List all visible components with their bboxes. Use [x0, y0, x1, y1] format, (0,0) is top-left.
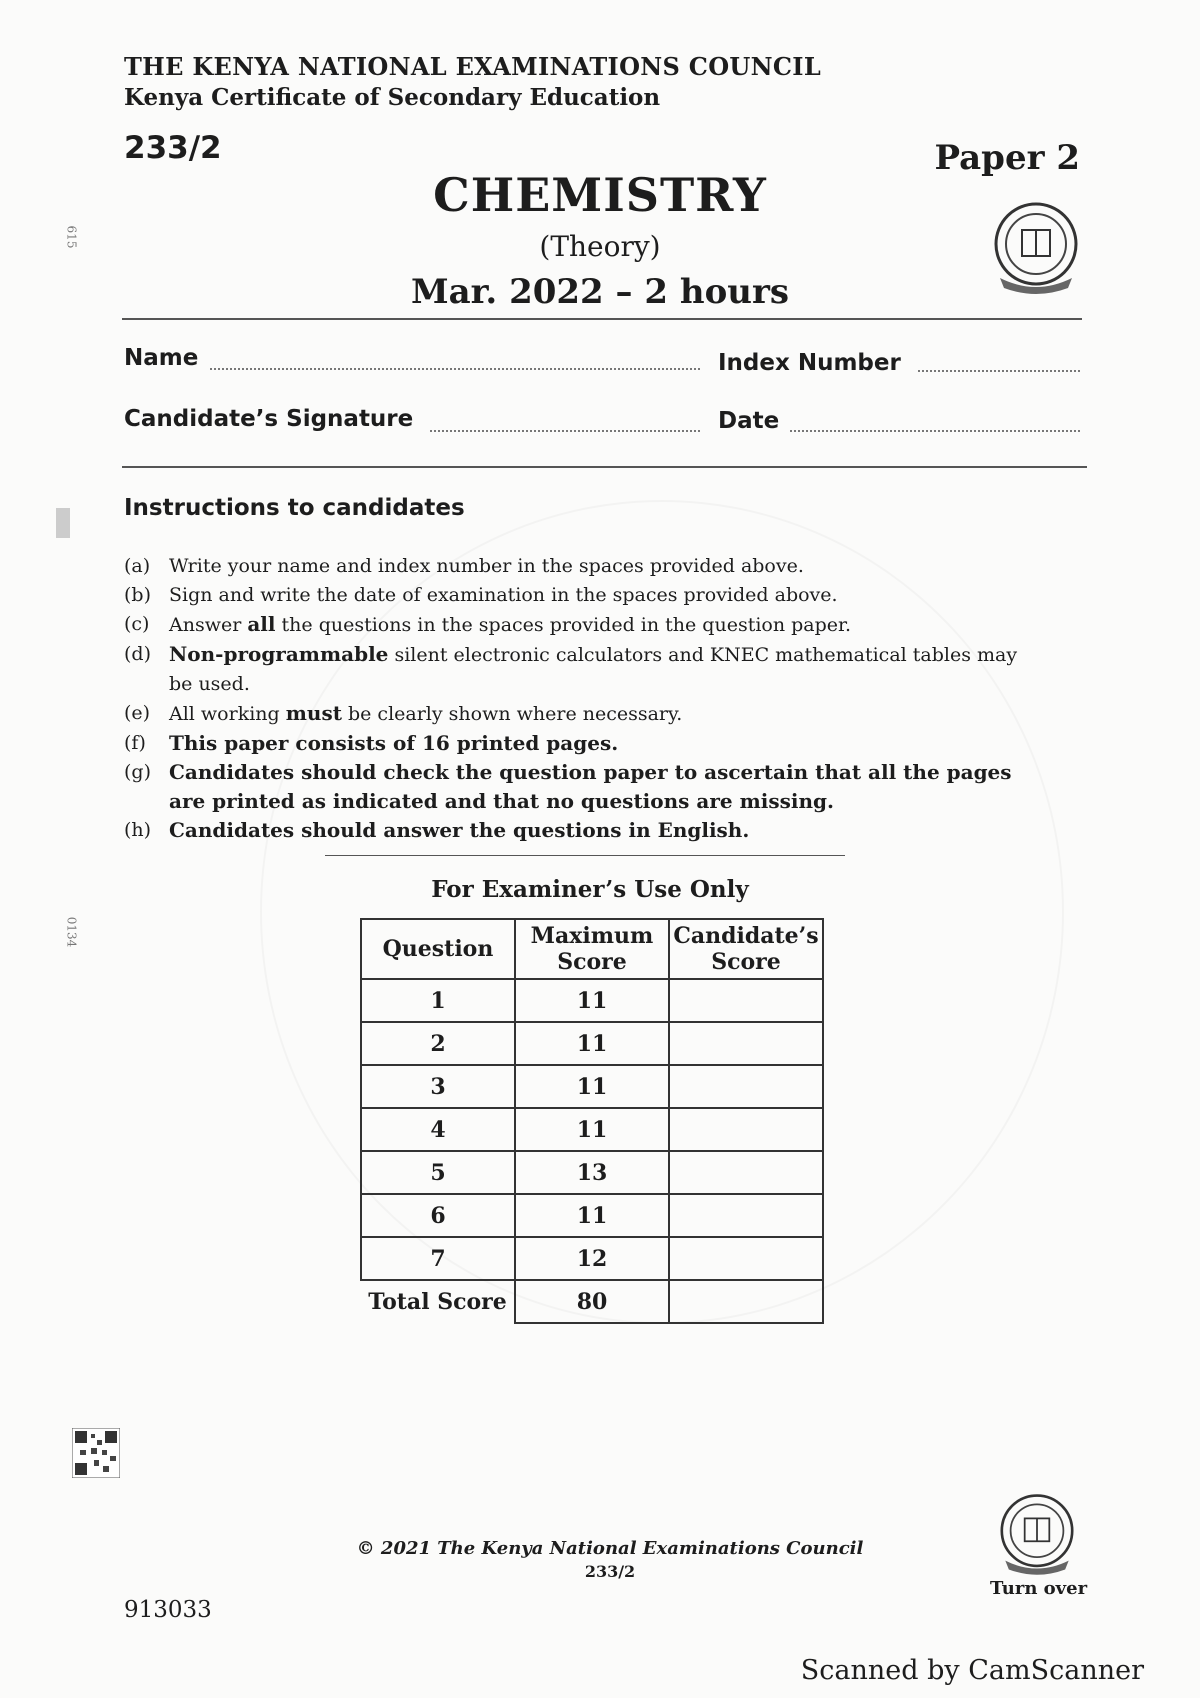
column-header: Question	[361, 919, 515, 979]
instructions-title: Instructions to candidates	[124, 495, 465, 521]
candidate-score-cell[interactable]	[669, 1065, 823, 1108]
examiner-table-title: For Examiner’s Use Only	[431, 876, 749, 903]
table-top-divider	[325, 855, 845, 856]
paper-code: 233/2	[124, 130, 222, 166]
index-number-field[interactable]	[918, 370, 1080, 372]
table-row: 4 11	[361, 1108, 823, 1151]
serial-number: 913033	[124, 1597, 212, 1623]
scan-artifact	[56, 508, 70, 538]
copyright-notice: © 2021 The Kenya National Examinations Council	[356, 1538, 864, 1559]
column-header: Maximum Score	[515, 919, 669, 979]
footer-paper-code: 233/2	[584, 1562, 636, 1581]
table-row: 6 11	[361, 1194, 823, 1237]
date-field[interactable]	[790, 430, 1080, 432]
council-name: THE KENYA NATIONAL EXAMINATIONS COUNCIL	[124, 52, 821, 81]
candidate-score-cell[interactable]	[669, 1194, 823, 1237]
instruction-item: (f) This paper consists of 16 printed pages.	[124, 731, 619, 755]
table-row: 7 12	[361, 1237, 823, 1280]
instructions-list	[124, 552, 1024, 845]
name-field[interactable]	[210, 368, 700, 370]
table-row: 5 13	[361, 1151, 823, 1194]
subject-title: CHEMISTRY	[433, 168, 767, 222]
knec-seal-icon	[990, 200, 1082, 300]
instruction-item: (e) All working must be clearly shown where necessary.	[124, 701, 683, 725]
table-header-row	[361, 919, 823, 979]
index-number-label: Index Number	[718, 350, 901, 376]
total-value: 80	[515, 1280, 669, 1323]
table-row: 2 11	[361, 1022, 823, 1065]
signature-label: Candidate’s Signature	[124, 406, 414, 432]
date-label: Date	[718, 408, 780, 434]
candidate-score-cell[interactable]	[669, 1237, 823, 1280]
instruction-item: (h) Candidates should answer the questions in English.	[124, 818, 750, 842]
qr-code-icon	[72, 1428, 120, 1478]
header-divider	[122, 318, 1082, 320]
candidate-score-cell[interactable]	[669, 1022, 823, 1065]
side-mark: 0134	[64, 916, 79, 948]
instruction-item: (a) Write your name and index number in the spaces provided above.	[124, 555, 804, 577]
paper-number: Paper 2	[934, 138, 1080, 178]
table-row: 1 11	[361, 979, 823, 1022]
instruction-item: (g) Candidates should check the question paper to ascertain that all the pages are printed as indicated and that no questions are missing.	[124, 760, 1012, 813]
exam-date-duration: Mar. 2022 – 2 hours	[410, 272, 790, 312]
instruction-item: (b) Sign and write the date of examination in the spaces provided above.	[124, 584, 838, 606]
name-label: Name	[124, 345, 199, 371]
certificate-name: Kenya Certificate of Secondary Education	[124, 84, 661, 111]
total-row	[361, 1280, 823, 1323]
examiner-score-table	[360, 918, 824, 1324]
candidate-score-cell[interactable]	[669, 979, 823, 1022]
subject-subtitle: (Theory)	[539, 230, 661, 263]
instruction-item: (d) Non-programmable silent electronic calculators and KNEC mathematical tables may be used.	[124, 642, 1018, 695]
side-mark: 615	[64, 225, 79, 249]
scanner-watermark: Scanned by CamScanner	[800, 1655, 1144, 1686]
fields-divider	[122, 466, 1087, 468]
column-header: Candidate’s Score	[669, 919, 823, 979]
candidate-score-cell[interactable]	[669, 1151, 823, 1194]
signature-field[interactable]	[430, 430, 700, 432]
total-candidate-score-cell[interactable]	[669, 1280, 823, 1323]
instruction-item: (c) Answer all the questions in the spaces provided in the question paper.	[124, 612, 852, 636]
total-label: Total Score	[361, 1280, 515, 1323]
turn-over-text: Turn over	[990, 1578, 1088, 1599]
candidate-score-cell[interactable]	[669, 1108, 823, 1151]
table-row: 3 11	[361, 1065, 823, 1108]
